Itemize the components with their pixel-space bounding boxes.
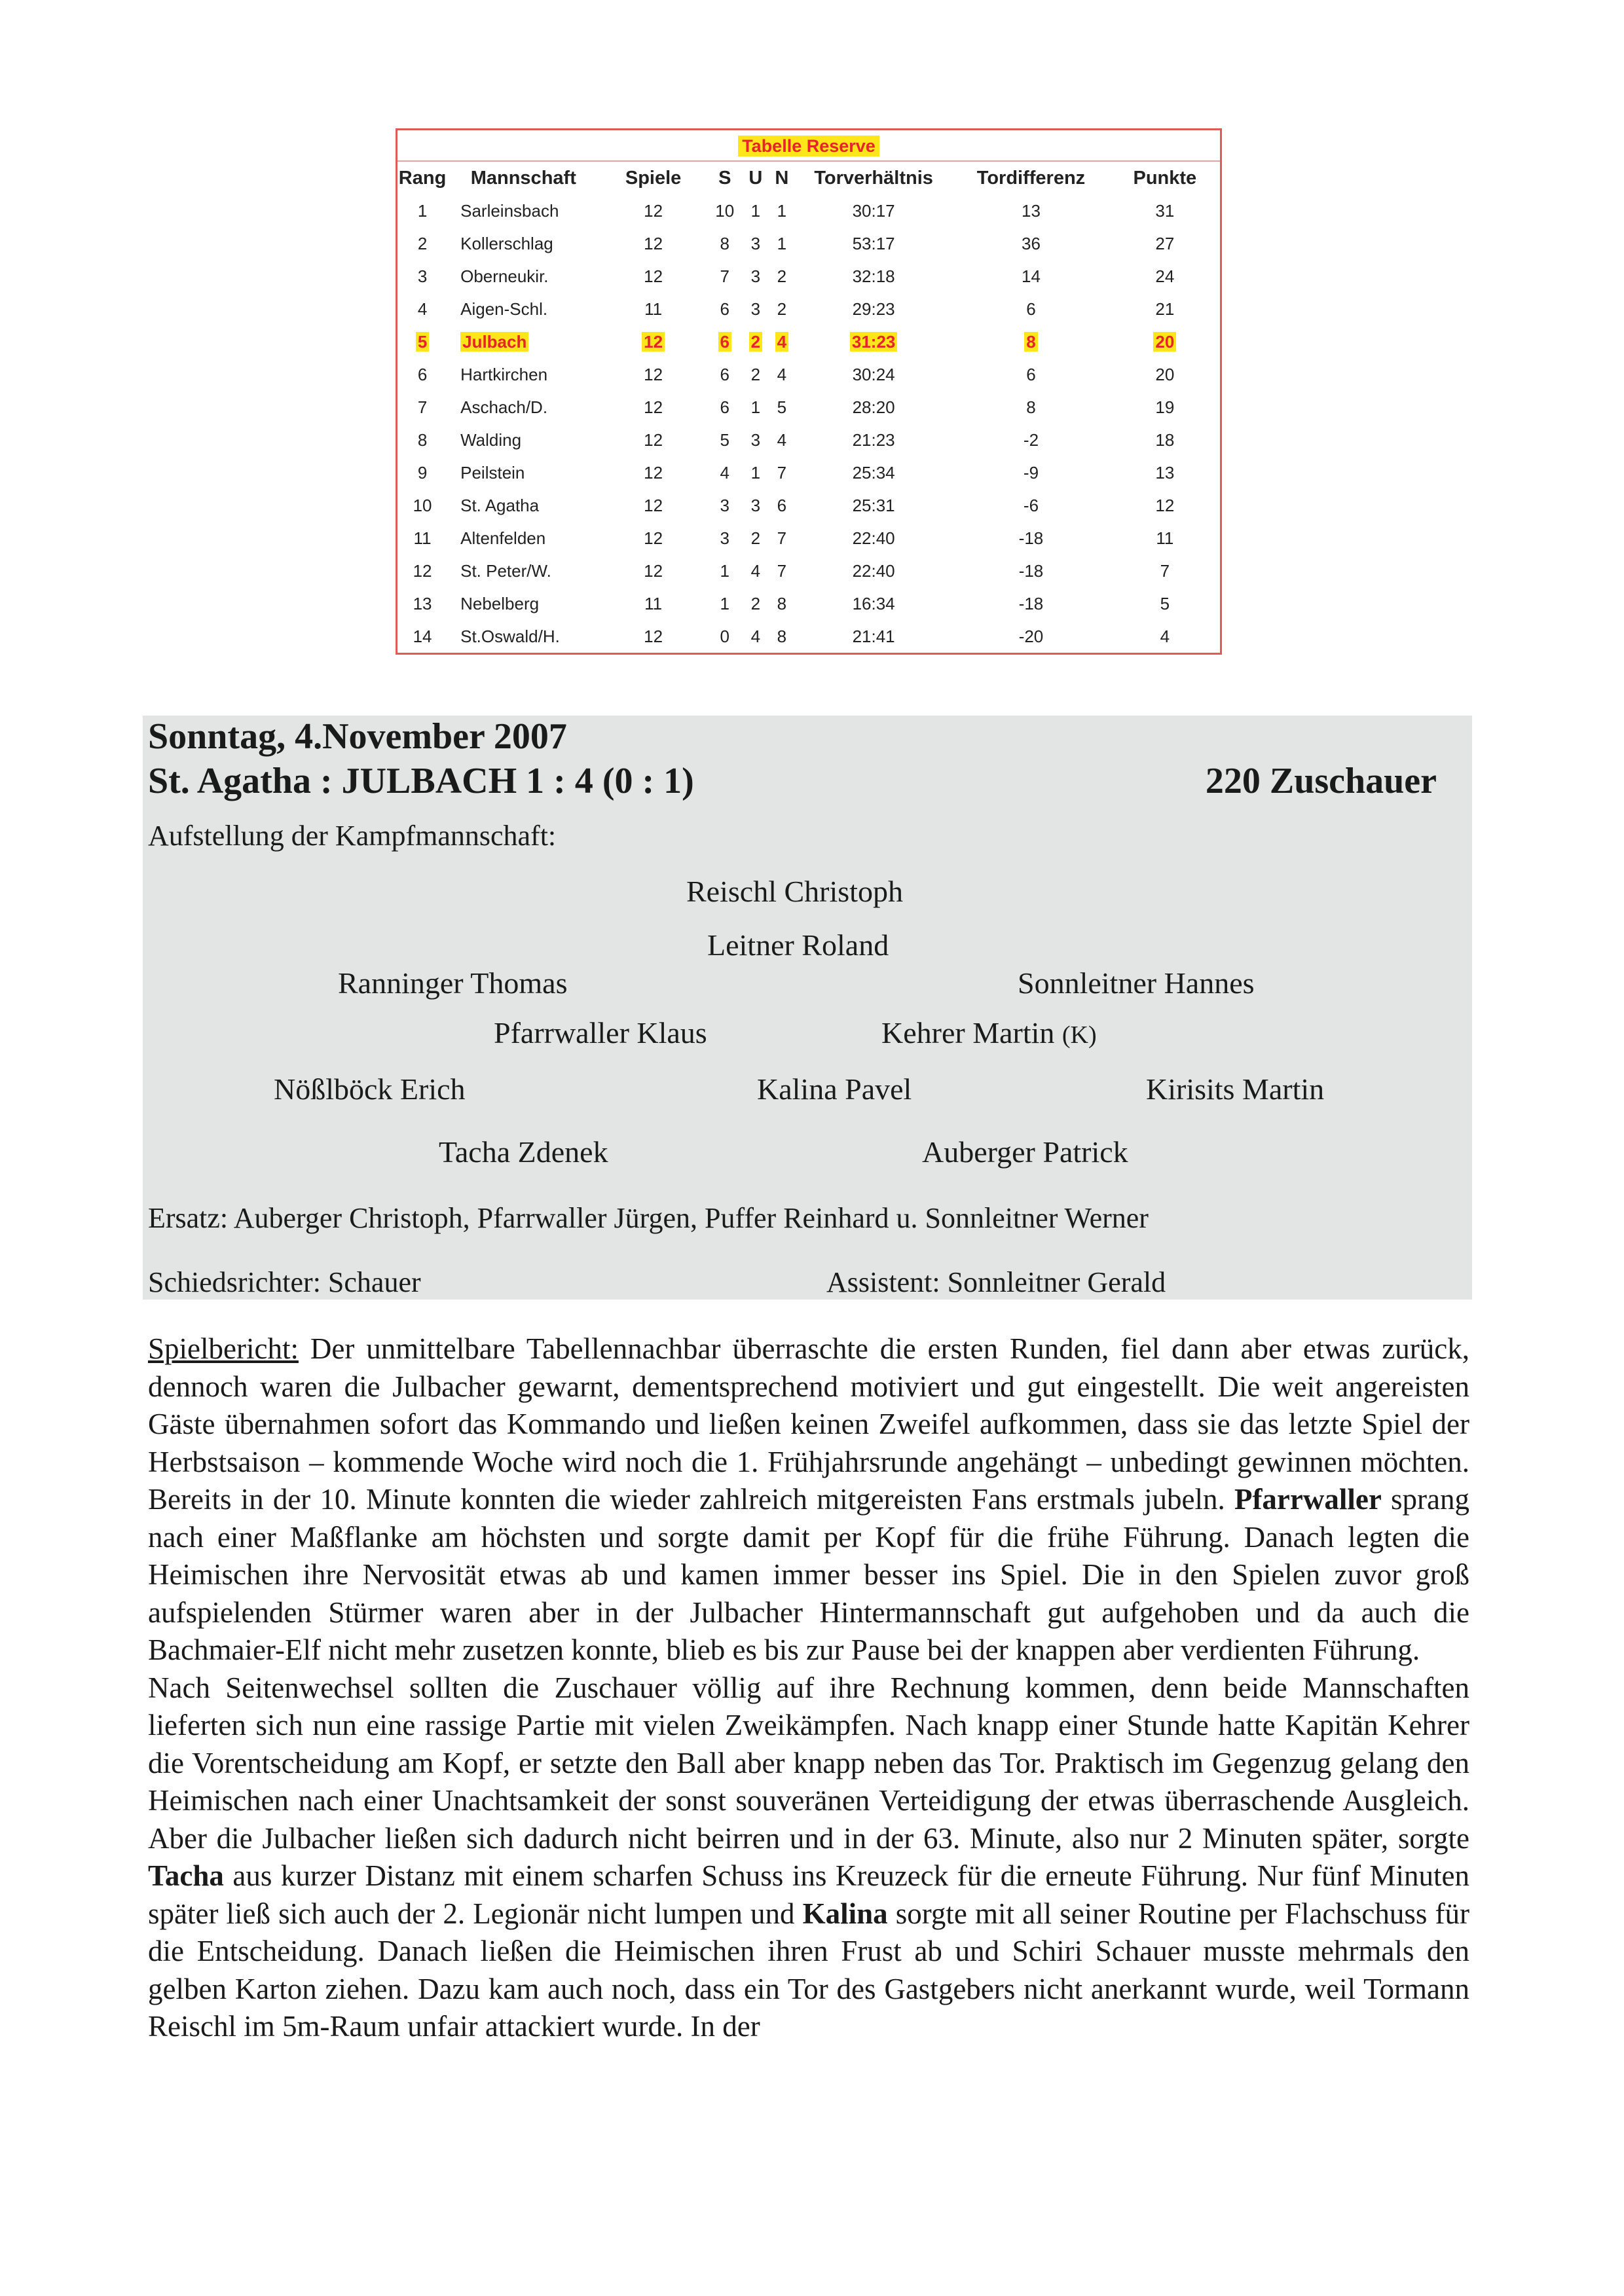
table-cell: 12 (644, 200, 663, 221)
table-cell: 13 (1155, 462, 1175, 483)
standings-table (396, 128, 1222, 655)
table-cell: St. Agatha (460, 495, 540, 515)
table-cell: 1 (720, 560, 729, 581)
player-center-right (881, 1015, 1097, 1050)
table-cell: 16:34 (852, 593, 895, 613)
col-header-rank: Rang (398, 167, 447, 189)
table-cell: 13 (413, 593, 432, 613)
col-header-points: Punkte (1133, 167, 1197, 189)
table-cell: 25:31 (852, 495, 895, 515)
table-cell: 8 (1026, 397, 1036, 417)
table-cell: 6 (720, 364, 729, 384)
table-cell: 21:41 (852, 626, 895, 646)
player-left-forward: Tacha Zdenek (439, 1135, 608, 1169)
scorer-name: Pfarrwaller (1234, 1483, 1382, 1516)
table-row (397, 555, 1220, 587)
table-cell: Hartkirchen (460, 364, 548, 384)
table-row (397, 424, 1220, 456)
col-header-games: Spiele (625, 167, 682, 189)
table-cell: 11 (644, 299, 663, 319)
table-row (397, 456, 1220, 489)
report-paragraph-2: Nach Seitenwechsel sollten die Zuschauer völlig auf ihre Rechnung kommen, denn beide Mannschaften lieferten sich nun eine rassige Partie mit vielen Zweikämpfen. Nach knapp einer Stunde hatte Kapitän Kehrer die Vorentscheidung am Kopf, er setzte den Ball aber knapp neben das Tor. Praktisch im Gegenzug gelang den Heimischen nach einer Unachtsamkeit der sonst souveränen Verteidigung der etwas überraschende Ausgleich. Aber die Julbacher ließen sich dadurch nicht beirren und in der 63. Minute, also nur 2 Minuten später, sorgte Tacha aus kurzer Distanz mit einem scharfen Schuss ins Kreuzeck für die erneute Führung. Nur fünf Minuten später ließ sich auch der 2. Legionär nicht lumpen und Kalina sorgte mit all seiner Routine per Flachschuss für die Entscheidung. Danach ließen die Heimischen ihren Frust ab und Schiri Schauer musste mehrmals den gelben Karton ziehen. Dazu kam auch noch, dass ein Tor des Gastgebers nicht anerkannt wurde, weil Tormann Reischl im 5m-Raum unfair attackiert wurde. In der (148, 1671, 1469, 2043)
table-cell: 1 (417, 200, 428, 221)
table-cell: 7 (417, 397, 428, 417)
table-cell: 28:20 (852, 397, 895, 417)
table-cell: 1 (777, 233, 787, 253)
table-cell: 12 (644, 528, 663, 548)
scorer-name: Tacha (148, 1859, 224, 1892)
table-cell: 21:23 (852, 429, 895, 450)
col-header-goals: Torverhältnis (814, 167, 933, 189)
table-cell: 12 (599, 325, 707, 358)
table-cell: 2 (777, 266, 787, 286)
table-cell: 53:17 (852, 233, 895, 253)
table-cell: 0 (720, 626, 729, 646)
table-cell: -18 (1018, 593, 1044, 613)
table-cell: 20 (1110, 325, 1220, 358)
table-cell: 20 (1155, 364, 1175, 384)
table-cell: 12 (644, 233, 663, 253)
table-cell: 1 (777, 200, 787, 221)
table-cell: 3 (750, 495, 761, 515)
table-cell: -18 (1018, 560, 1044, 581)
col-header-losses: N (775, 167, 789, 189)
table-cell: 19 (1155, 397, 1175, 417)
table-cell: -20 (1018, 626, 1044, 646)
table-cell: 6 (777, 495, 787, 515)
table-cell: 22:40 (852, 528, 895, 548)
table-cell: 4 (777, 364, 787, 384)
table-cell: 8 (777, 626, 787, 646)
table-row (397, 293, 1220, 325)
table-row (397, 587, 1220, 620)
referee: Schiedsrichter: Schauer (148, 1266, 421, 1298)
table-cell: 1 (750, 462, 761, 483)
table-row (397, 489, 1220, 522)
table-cell: 7 (777, 560, 787, 581)
table-cell: 12 (644, 429, 663, 450)
table-row (397, 620, 1220, 653)
table-cell: 7 (777, 528, 787, 548)
table-cell: 31:23 (795, 325, 952, 358)
table-cell: 2 (750, 364, 761, 384)
table-cell: 8 (720, 233, 729, 253)
table-cell: 2 (750, 528, 761, 548)
table-row (397, 227, 1220, 260)
table-cell: 1 (750, 397, 761, 417)
table-cell: -6 (1023, 495, 1039, 515)
table-cell: 7 (720, 266, 729, 286)
table-cell: 4 (777, 429, 787, 450)
table-cell: Oberneukir. (460, 266, 549, 286)
match-info-box (143, 716, 1472, 1300)
substitutes: Ersatz: Auberger Christoph, Pfarrwaller Jürgen, Puffer Reinhard u. Sonnleitner Werner (148, 1202, 1149, 1234)
table-cell: 3 (750, 429, 761, 450)
table-cell: 2 (743, 325, 769, 358)
col-header-wins: S (718, 167, 731, 189)
table-cell: -2 (1023, 429, 1039, 450)
table-cell: 11 (1156, 528, 1174, 548)
table-cell: 32:18 (852, 266, 895, 286)
table-cell: 8 (777, 593, 787, 613)
table-cell: 27 (1155, 233, 1175, 253)
table-cell: 9 (417, 462, 428, 483)
table-cell: 11 (413, 528, 432, 548)
player-center-left: Pfarrwaller Klaus (494, 1016, 707, 1049)
scorer-name: Kalina (802, 1897, 888, 1930)
table-cell: St. Peter/W. (460, 560, 551, 581)
table-cell: 12 (644, 266, 663, 286)
table-cell: 14 (1022, 266, 1041, 286)
table-cell: 4 (750, 626, 761, 646)
table-cell: 4 (750, 560, 761, 581)
table-cell: 12 (644, 495, 663, 515)
table-cell: 10 (413, 495, 432, 515)
table-cell: 22:40 (852, 560, 895, 581)
table-cell: 10 (715, 200, 735, 221)
table-cell: 3 (750, 299, 761, 319)
table-cell: 12 (644, 397, 663, 417)
table-cell: 6 (707, 325, 743, 358)
player-right-forward: Auberger Patrick (922, 1135, 1128, 1169)
table-cell: 24 (1155, 266, 1175, 286)
table-cell: 5 (720, 429, 729, 450)
table-row (397, 194, 1220, 227)
table-cell: 6 (417, 364, 428, 384)
match-date: Sonntag, 4.November 2007 (148, 716, 567, 757)
table-cell: 7 (777, 462, 787, 483)
table-body (397, 194, 1220, 653)
player-right-back: Sonnleitner Hannes (1018, 966, 1255, 1000)
player-left-mid: Nößlböck Erich (274, 1072, 466, 1106)
table-cell: Walding (460, 429, 522, 450)
table-cell: Altenfelden (460, 528, 546, 548)
table-row (397, 391, 1220, 424)
table-cell: 7 (1160, 560, 1170, 581)
table-cell: 5 (1160, 593, 1170, 613)
match-report (148, 1330, 1469, 2046)
table-cell: 6 (1026, 299, 1036, 319)
table-cell: 4 (417, 299, 428, 319)
table-cell: 18 (1155, 429, 1175, 450)
table-header-row (397, 162, 1220, 194)
table-cell: Sarleinsbach (460, 200, 559, 221)
table-cell: Kollerschlag (460, 233, 553, 253)
table-cell: 8 (417, 429, 428, 450)
table-cell: 12 (1155, 495, 1175, 515)
table-cell: St.Oswald/H. (460, 626, 560, 646)
table-cell: 4 (769, 325, 795, 358)
table-cell: Aigen-Schl. (460, 299, 548, 319)
captain-name: Kehrer Martin (881, 1016, 1055, 1049)
player-right-mid: Kirisits Martin (1146, 1072, 1325, 1106)
table-cell: 2 (750, 593, 761, 613)
table-cell: 13 (1022, 200, 1041, 221)
table-cell: 1 (720, 593, 729, 613)
table-cell: 31 (1155, 200, 1175, 221)
table-cell: 30:17 (852, 200, 895, 221)
table-cell: 36 (1022, 233, 1041, 253)
player-left-back: Ranninger Thomas (338, 966, 568, 1000)
table-cell: 12 (644, 626, 663, 646)
player-goalkeeper: Reischl Christoph (686, 875, 903, 908)
table-cell: 5 (777, 397, 787, 417)
table-cell: Nebelberg (460, 593, 540, 613)
table-cell: 12 (644, 364, 663, 384)
table-cell: 4 (1160, 626, 1170, 646)
table-cell: 3 (750, 266, 761, 286)
report-paragraph-1: Spielbericht: Der unmittelbare Tabellennachbar überraschte die ersten Runden, fiel dann aber etwas zurück, dennoch waren die Julbacher gewarnt, dementsprechend motiviert und gut eingestellt. Die weit angereisten Gäste übernahmen sofort das Kommando und ließen keinen Zweifel aufkommen, dass sie das letzte Spiel der Herbstsaison – kommende Woche wird noch die 1. Frühjahrsrunde angehängt – unbedingt gewinnen möchten. Bereits in der 10. Minute konnten die wieder zahlreich mitgereisten Fans erstmals jubeln. Pfarrwaller sprang nach einer Maßflanke am höchsten und sorgte damit per Kopf für die frühe Führung. Danach legten die Heimischen ihre Nervosität etwas ab und kamen immer besser ins Spiel. Die in den Spielen zuvor groß aufspielenden Stürmer waren aber in der Julbacher Hintermannschaft gut aufgehoben und da auch die Bachmaier-Elf nicht mehr zusetzen konnte, blieb es bis zur Pause bei der knappen aber verdienten Führung. (148, 1332, 1469, 1666)
table-cell: 14 (413, 626, 432, 646)
table-cell: 2 (777, 299, 787, 319)
table-cell: 3 (417, 266, 428, 286)
table-cell: Julbach (447, 325, 599, 358)
table-cell: -9 (1023, 462, 1039, 483)
table-cell: 12 (413, 560, 432, 581)
table-cell: 3 (720, 528, 729, 548)
table-cell: 5 (397, 325, 447, 358)
table-cell: 6 (720, 299, 729, 319)
table-row (397, 522, 1220, 555)
table-cell: 8 (952, 325, 1109, 358)
table-cell: 6 (720, 397, 729, 417)
table-cell: 12 (644, 462, 663, 483)
player-sweeper: Leitner Roland (707, 928, 889, 962)
col-header-team: Mannschaft (470, 167, 576, 189)
table-cell: Peilstein (460, 462, 525, 483)
player-center-mid: Kalina Pavel (757, 1072, 912, 1106)
captain-mark: (K) (1061, 1021, 1097, 1049)
table-row (397, 358, 1220, 391)
table-cell: 2 (417, 233, 428, 253)
lineup-label: Aufstellung der Kampfmannschaft: (148, 820, 557, 852)
table-cell: 25:34 (852, 462, 895, 483)
table-cell: 3 (720, 495, 729, 515)
table-cell: -18 (1018, 528, 1044, 548)
table-row (397, 325, 1220, 358)
table-cell: 6 (1026, 364, 1036, 384)
table-cell: 29:23 (852, 299, 895, 319)
match-score: St. Agatha : JULBACH 1 : 4 (0 : 1) (148, 761, 694, 801)
assistant-referee: Assistent: Sonnleitner Gerald (826, 1266, 1166, 1298)
table-cell: 3 (750, 233, 761, 253)
col-header-goal-diff: Tordifferenz (976, 167, 1086, 189)
table-row (397, 260, 1220, 293)
table-cell: Aschach/D. (460, 397, 548, 417)
table-cell: 21 (1155, 299, 1175, 319)
table-cell: 4 (720, 462, 729, 483)
table-cell: 11 (644, 593, 663, 613)
col-header-draws: U (748, 167, 763, 189)
table-title: Tabelle Reserve (738, 136, 879, 156)
table-cell: 12 (644, 560, 663, 581)
table-cell: 1 (750, 200, 761, 221)
report-lead: Spielbericht: (148, 1332, 299, 1365)
table-cell: 30:24 (852, 364, 895, 384)
spectator-count: 220 Zuschauer (1205, 761, 1437, 801)
